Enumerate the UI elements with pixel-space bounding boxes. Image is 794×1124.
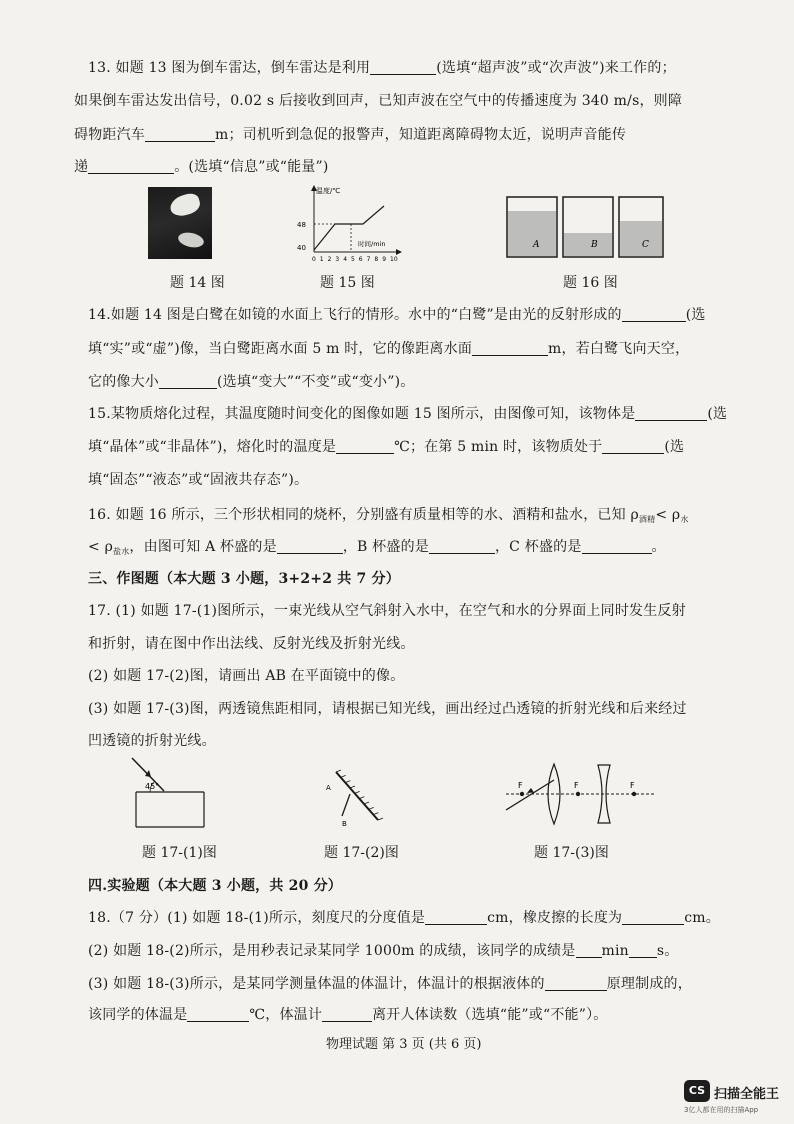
graph-tick-label: 10	[390, 256, 398, 263]
q18-text: 原理制成的，	[606, 976, 692, 992]
q16-line1	[88, 505, 689, 530]
hatch-line	[378, 818, 383, 820]
answer-blank[interactable]	[370, 59, 436, 75]
hatch-line	[364, 802, 369, 804]
answer-blank[interactable]	[277, 538, 343, 554]
hatch-line	[355, 791, 360, 793]
q13-text: 。(选填“信息”或“能量”)	[174, 159, 329, 175]
q16-text: ，C 杯盛的是	[494, 539, 582, 555]
q17-line1: 17. (1) 如题 17-(1)图所示，一束光线从空气斜射入水中，在空气和水的分界面上同时发生反射	[88, 603, 686, 619]
q18-text: ℃，体温计	[249, 1007, 323, 1023]
section-3-title: 三、作图题（本大题 3 小题，3+2+2 共 7 分）	[88, 571, 400, 587]
q18-text: (2) 如题 18-(2)所示，是用秒表记录某同学 1000m 的成绩，该同学的成绩是	[88, 943, 576, 959]
q16-line2	[88, 537, 666, 562]
q15-text: (选	[707, 406, 728, 422]
mirror-figure	[320, 768, 390, 830]
answer-blank[interactable]	[622, 909, 684, 925]
q18-text: cm，橡皮擦的长度为	[487, 910, 623, 926]
q13-text: m；司机听到急促的报警声，知道距离障碍物太近，说明声音能传	[215, 127, 627, 143]
graph-xlabel: 时间/min	[358, 240, 386, 248]
q15-line1	[88, 404, 727, 424]
answer-blank[interactable]	[159, 373, 217, 389]
q16-text: ，由图可知 A 杯盛的是	[129, 539, 277, 555]
beaker-c-label: C	[642, 240, 649, 250]
beakers-figure	[503, 191, 667, 261]
q17-line2: 和折射，请在图中作出法线、反射光线及折射光线。	[88, 636, 415, 652]
answer-blank[interactable]	[336, 438, 394, 454]
q13-line2: 如果倒车雷达发出信号，0.02 s 后接收到回声，已知声波在空气中的传播速度为 340 m/s，则障	[74, 93, 683, 109]
hatch-line	[341, 775, 346, 777]
q14-text: (选填“变大”“不变”或“变小”)。	[217, 374, 415, 390]
cs-logo-icon: CS	[684, 1080, 710, 1102]
q15-text: 15.某物质熔化过程，其温度随时间变化的图像如题 15 图所示，由图像可知，该物体是	[88, 406, 636, 422]
figure-17-2-caption: 题 17-(2)图	[324, 845, 399, 861]
q13-line4	[74, 157, 329, 177]
q17-line3: (2) 如题 17-(2)图，请画出 AB 在平面镜中的像。	[88, 668, 405, 684]
q16-text: 。	[651, 539, 666, 555]
graph-tick-label: 8	[374, 256, 379, 263]
scanner-tagline: 3亿人都在用的扫描App	[684, 1106, 759, 1114]
section-4-title: 四.实验题（本大题 3 小题，共 20 分）	[88, 878, 342, 894]
answer-blank[interactable]	[622, 306, 686, 322]
q13-text: 13. 如题 13 图为倒车雷达，倒车雷达是利用	[88, 60, 371, 76]
graph-tick-labels	[312, 256, 398, 263]
q13-text: 碍物距汽车	[74, 127, 145, 143]
q16-text: 16. 如题 16 所示，三个形状相同的烧杯，分别盛有质量相等的水、酒精和盐水，已知 ρ	[88, 507, 639, 523]
incident-ray	[506, 780, 554, 810]
hatch-line	[345, 781, 350, 783]
hatch-line	[369, 807, 374, 809]
answer-blank[interactable]	[429, 538, 495, 554]
hatch-line	[350, 786, 355, 788]
q15-line3: 填“固态”“液态”或“固液共存态”)。	[88, 472, 309, 488]
graph-tick-label: 7	[366, 256, 371, 263]
q16-text: < ρ	[655, 507, 681, 523]
q17-line4: (3) 如题 17-(3)图，两透镜焦距相同，请根据已知光线，画出经过凸透镜的折射光线和后来经过	[88, 701, 687, 717]
scanner-app-name: 扫描全能王	[714, 1087, 780, 1102]
q14-line3	[88, 372, 414, 392]
answer-blank[interactable]	[629, 942, 657, 958]
hatch-line	[336, 770, 341, 772]
hatch-line	[373, 813, 378, 815]
focus-point-2	[576, 792, 580, 796]
beaker-a-liquid	[508, 211, 556, 256]
q18-text: 该同学的体温是	[88, 1007, 188, 1023]
q14-text: m，若白鹭飞向天空，	[548, 341, 690, 357]
figure-17-1-caption: 题 17-(1)图	[142, 845, 217, 861]
subscript-alcohol: 酒精	[638, 515, 656, 524]
figure-17-3-caption: 题 17-(3)图	[534, 845, 609, 861]
q14-text: 填“实”或“虚”)像，当白鹭距离水面 5 m 时，它的像距离水面	[88, 341, 473, 357]
object-ab	[342, 794, 350, 816]
q18-line1	[88, 908, 720, 928]
answer-blank[interactable]	[187, 1006, 249, 1022]
graph-tick-label: 2	[327, 256, 332, 263]
graph-tick-label: 1	[319, 256, 324, 263]
hatch-line	[359, 797, 364, 799]
focus-point-1	[520, 792, 524, 796]
q17-line5: 凹透镜的折射光线。	[88, 733, 216, 749]
graph-tick-label: 6	[358, 256, 363, 263]
focus-label-2: F	[574, 781, 579, 790]
plane-mirror	[336, 772, 378, 820]
q15-text: 填“晶体”或“非晶体”)，熔化时的温度是	[88, 439, 337, 455]
answer-blank[interactable]	[322, 1006, 372, 1022]
q18-text: s。	[656, 943, 679, 959]
beaker-a-label: A	[533, 240, 540, 250]
figure-14-caption: 题 14 图	[170, 275, 225, 291]
answer-blank[interactable]	[635, 405, 707, 421]
x-axis-arrow	[396, 249, 402, 255]
answer-blank[interactable]	[545, 975, 607, 991]
q18-line2	[88, 941, 678, 961]
q18-text: 18.（7 分）(1) 如题 18-(1)所示，刻度尺的分度值是	[88, 910, 426, 926]
lens-figure	[500, 762, 660, 828]
answer-blank[interactable]	[582, 538, 652, 554]
answer-blank[interactable]	[88, 158, 174, 174]
focus-label-3: F	[630, 781, 635, 790]
graph-tick-label: 0	[312, 256, 316, 263]
answer-blank[interactable]	[576, 942, 602, 958]
beaker-b-liquid	[564, 233, 612, 256]
point-a-label: A	[326, 784, 331, 792]
q14-line1	[88, 305, 706, 325]
q18-line4	[88, 1005, 608, 1025]
q13-line3	[74, 125, 626, 145]
subscript-salt-water: 盐水	[113, 547, 130, 556]
focus-point-3	[632, 792, 636, 796]
q16-text: < ρ	[88, 539, 114, 555]
q16-text: ，B 杯盛的是	[342, 539, 429, 555]
page-footer: 物理试题 第 3 页 (共 6 页)	[326, 1037, 482, 1052]
answer-blank[interactable]	[472, 340, 548, 356]
answer-blank[interactable]	[425, 909, 487, 925]
q18-line3	[88, 974, 692, 994]
egret-photo	[148, 187, 212, 259]
refraction-figure	[126, 756, 216, 830]
q18-text: 离开人体读数（选填“能”或“不能”）。	[372, 1007, 608, 1023]
q14-text: (选	[685, 307, 706, 323]
figure-15-caption: 题 15 图	[320, 275, 375, 291]
q13-text: (选填“超声波”或“次声波”)来工作的；	[436, 60, 676, 76]
q14-text: 它的像大小	[88, 374, 159, 390]
q18-text: (3) 如题 18-(3)所示，是某同学测量体温的体温计，体温计的根据液体的	[88, 976, 545, 992]
graph-y48: 48	[297, 221, 306, 229]
graph-y40: 40	[297, 244, 306, 252]
q13-line1	[88, 58, 676, 78]
graph-tick-label: 3	[335, 256, 340, 263]
angle-label: 45°	[145, 782, 160, 791]
ray-arrow-icon	[145, 770, 151, 777]
graph-tick-label: 5	[351, 256, 355, 263]
answer-blank[interactable]	[602, 438, 664, 454]
q14-line2	[88, 339, 689, 359]
answer-blank[interactable]	[145, 126, 215, 142]
q14-text: 14.如题 14 图是白鹭在如镜的水面上飞行的情形。水中的“白鹭”是由光的反射形成的	[88, 307, 622, 323]
egret-reflection-icon	[177, 230, 205, 249]
q15-line2	[88, 437, 684, 457]
egret-icon	[168, 191, 202, 218]
figure-16-caption: 题 16 图	[563, 275, 618, 291]
graph-ylabel: 温度/℃	[316, 187, 341, 195]
scanner-watermark	[684, 1080, 790, 1116]
q15-text: (选	[664, 439, 685, 455]
q18-text: cm。	[684, 910, 720, 926]
graph-tick-label: 4	[343, 256, 348, 263]
q13-text: 递	[74, 159, 89, 175]
ray-arrow-icon	[527, 788, 534, 793]
melting-graph	[288, 184, 402, 264]
beaker-b-label: B	[591, 240, 598, 250]
point-b-label: B	[342, 820, 347, 828]
subscript-water: 水	[680, 515, 689, 524]
q15-text: ℃；在第 5 min 时，该物质处于	[394, 439, 603, 455]
beaker-c-liquid	[620, 221, 662, 256]
q18-text: min	[601, 943, 629, 959]
graph-tick-label: 9	[382, 256, 387, 263]
focus-label-1: F	[518, 781, 523, 790]
